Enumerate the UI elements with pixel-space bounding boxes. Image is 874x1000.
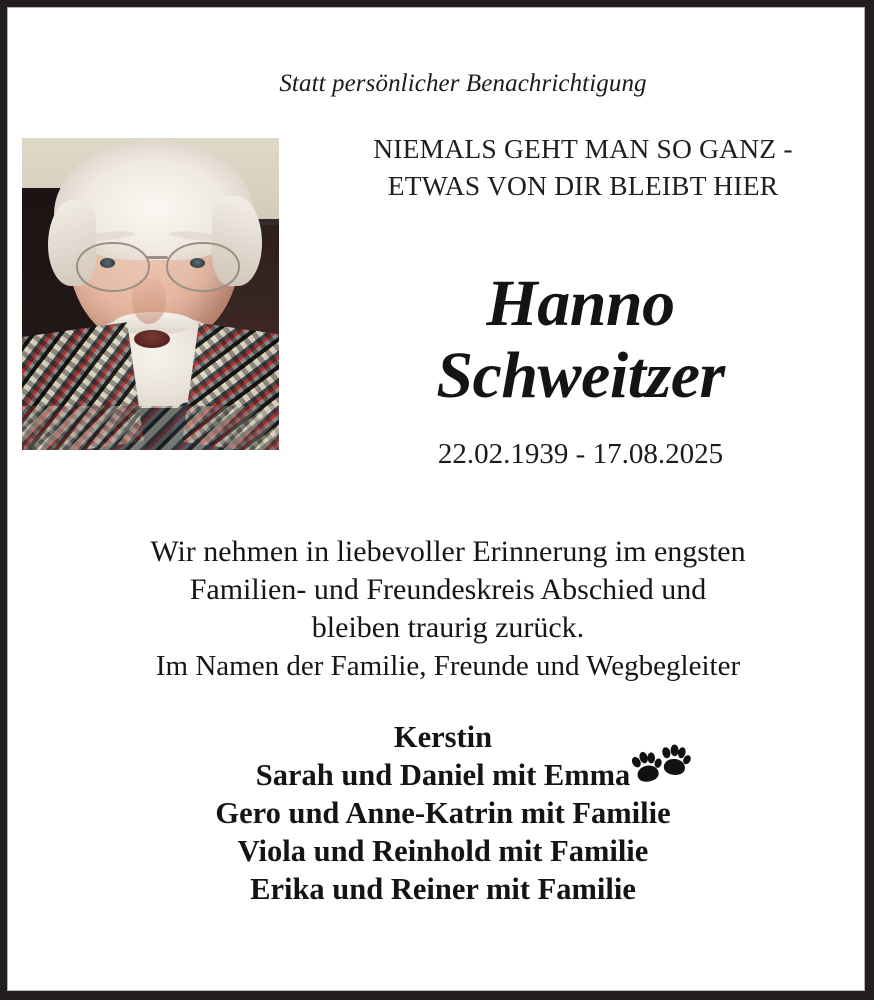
survivor-line-text: Sarah und Daniel mit Emma xyxy=(255,758,631,792)
survivor-line: Erika und Reiner mit Familie xyxy=(250,872,636,906)
eyeglass-lens-right xyxy=(166,242,240,292)
eyeglass-bridge xyxy=(146,256,168,259)
name-first: Hanno xyxy=(486,267,675,340)
paw-print-icon xyxy=(656,742,693,779)
portrait-patterned-jacket-bottom xyxy=(22,406,279,450)
survivors-list xyxy=(43,718,843,908)
portrait-photo xyxy=(22,138,279,450)
preface-line: Statt persönlicher Benachrichtigung xyxy=(279,70,647,97)
portrait-image xyxy=(22,138,279,450)
portrait-eye-right xyxy=(190,258,205,268)
memorial-quote xyxy=(303,130,863,204)
survivor-line: Gero und Anne-Katrin mit Familie xyxy=(215,796,671,830)
condolence-line-2: Familien- und Freundeskreis Abschied und xyxy=(189,573,707,606)
quote-line-2: ETWAS VON DIR BLEIBT HIER xyxy=(387,170,779,201)
deceased-name xyxy=(308,268,853,412)
condolence-line-1: Wir nehmen in liebevoller Erinnerung im engsten xyxy=(150,535,746,568)
in-name-of-line: Im Namen der Familie, Freunde und Wegbegleiter xyxy=(155,650,741,682)
name-last: Schweitzer xyxy=(436,339,725,412)
portrait-eye-left xyxy=(100,258,115,268)
survivor-line: Viola und Reinhold mit Familie xyxy=(237,834,649,868)
eyeglass-lens-left xyxy=(76,242,150,292)
condolence-text xyxy=(48,533,848,647)
quote-line-1: NIEMALS GEHT MAN SO GANZ - xyxy=(373,133,793,164)
portrait-eyeglasses xyxy=(74,242,240,292)
portrait-mouth xyxy=(134,330,170,348)
survivor-line-with-paws xyxy=(43,756,843,794)
survivor-line: Kerstin xyxy=(393,720,493,754)
life-dates: 22.02.1939 - 17.08.2025 xyxy=(437,438,724,470)
notice-sheet xyxy=(7,7,865,991)
condolence-line-3: bleiben traurig zurück. xyxy=(311,611,585,644)
